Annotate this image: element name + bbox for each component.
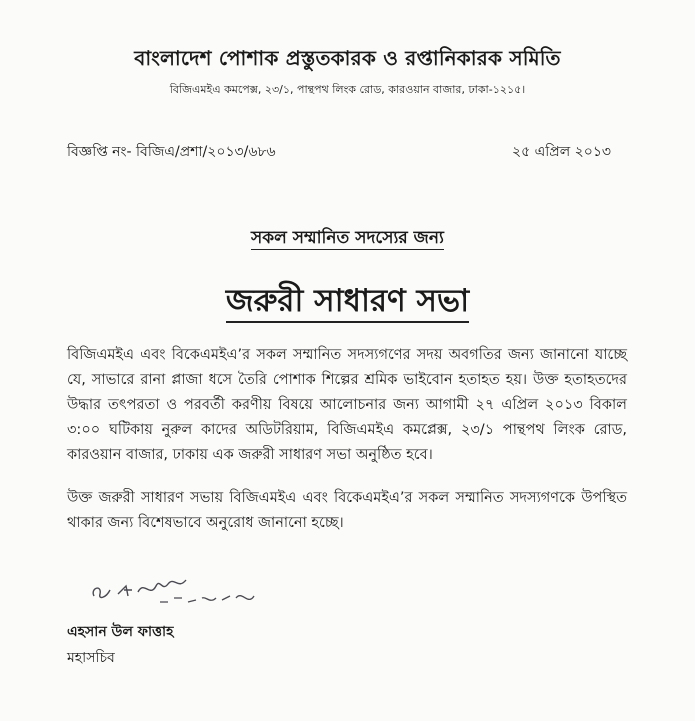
signatory-name: এহসান উল ফাত্তাহ (67, 624, 174, 640)
audience-text: সকল সম্মানিত সদস্যের জন্য (251, 228, 444, 248)
meeting-title (0, 277, 695, 329)
handwritten-signature (88, 568, 278, 616)
memo-number: বিজ্ঞপ্তি নং- বিজিএ/প্রশা/২০১৩/৬৮৬ (67, 144, 276, 160)
meeting-title-text: জরুরী সাধারণ সভা (226, 283, 469, 323)
organization-name: বাংলাদেশ পোশাক প্রস্তুতকারক ও রপ্তানিকারক সমিতি (134, 46, 561, 70)
body-paragraph-1: বিজিএমইএ এবং বিকেএমইএ’র সকল সম্মানিত সদস্যগণের সদয় অবগতির জন্য জানানো যাচ্ছে যে, সাভারে রানা প্লাজা ধসে তৈরি পোশাক শিল্পের শ্রমিক ভাইবোন হতাহত হয়। উক্ত হতাহতদের উদ্ধার তৎপরতা ও পরবর্তী করণীয় বিষয়ে আলোচনার জন্য আগামী ২৭ এপ্রিল ২০১৩ বিকাল ৩:০০ ঘটিকায় নুরুল কাদের অডিটরিয়াম, বিজিএমইএ কমপ্লেক্স, ২৩/১ পান্থপথ লিংক রোড, কারওয়ান বাজার, ঢাকায় এক জরুরী সাধারণ সভা অনুষ্ঠিত হবে। (67, 347, 627, 463)
notice-audience (0, 225, 695, 253)
signatory-title: মহাসচিব (67, 650, 115, 666)
memo-date: ২৫ এপ্রিল ২০১৩ (512, 144, 612, 160)
organization-address: বিজিএমইএ কমপেক্স, ২৩/১, পান্থপথ লিংক রোড, কারওয়ান বাজার, ঢাকা-১২১৫। (169, 83, 526, 96)
body-paragraph-2: উক্ত জরুরী সাধারণ সভায় বিজিএমইএ এবং বিকেএমইএ’র সকল সম্মানিত সদস্যগণকে উপস্থিত থাকার জন্য বিশেষভাবে অনুরোধ জানানো হচ্ছে। (67, 490, 627, 531)
